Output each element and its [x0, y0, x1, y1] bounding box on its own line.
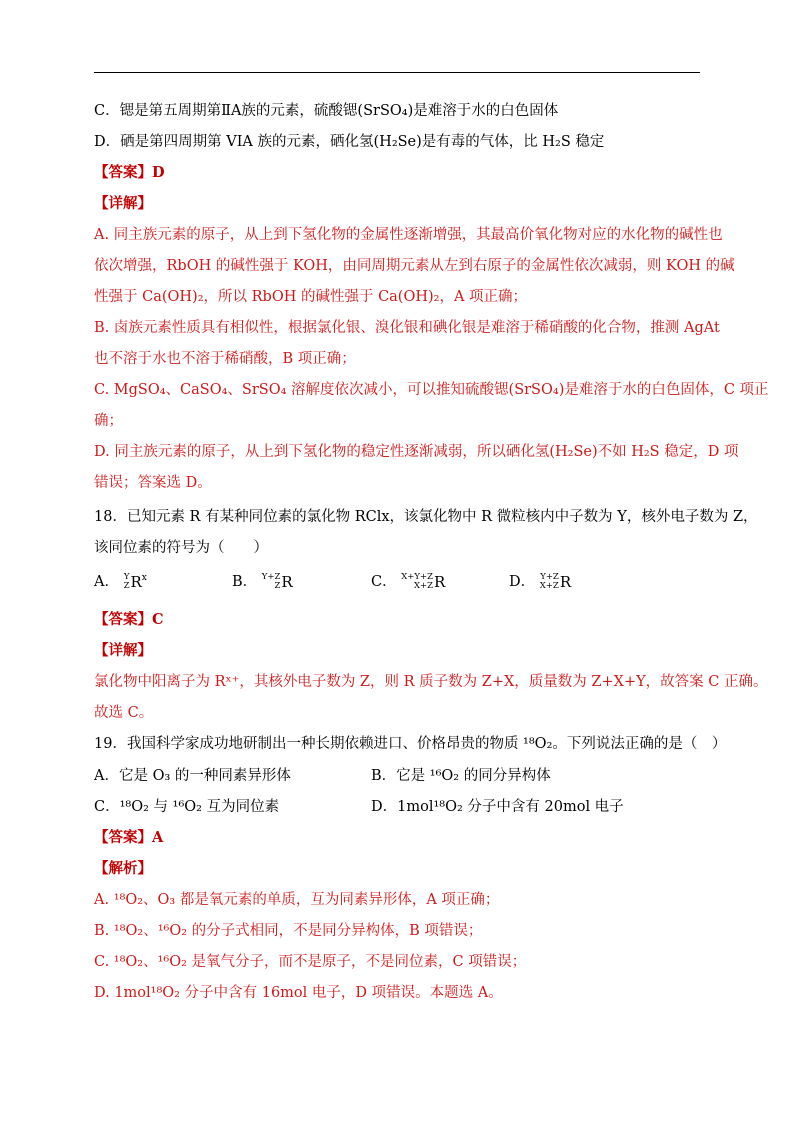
isotope-symbol — [262, 572, 293, 592]
mass-number: Y+Z — [540, 572, 559, 582]
q19-stem: 19．我国科学家成功地研制出一种长期依赖进口、价格昂贵的物质 ¹⁸O₂。下列说法正确的是（ ） — [94, 736, 727, 752]
q19-expl-line: C. ¹⁸O₂、¹⁶O₂ 是氧气分子，而不是原子，不是同位素，C 项错误； — [94, 954, 527, 970]
q17-option-d: D．硒是第四周期第 VIA 族的元素，硒化氢(H₂Se)是有毒的气体，比 H₂S 稳定 — [94, 134, 605, 150]
isotope-symbol — [401, 572, 445, 592]
q18-stem-cont: 该同位素的符号为（ ） — [94, 540, 268, 556]
q17-detail-label: 【详解】 — [94, 195, 152, 212]
q17-expl-line: C. MgSO₄、CaSO₄、SrSO₄ 溶解度依次减小，可以推知硫酸锶(SrSO₄)是难溶于水的白色固体，C 项正 — [94, 382, 769, 398]
atomic-number: X+Z — [413, 581, 434, 591]
q17-expl-line: B. 卤族元素性质具有相似性，根据氯化银、溴化银和碘化银是难溶于稀硝酸的化合物，推测 AgAt — [94, 320, 720, 336]
atomic-number: X+Z — [539, 581, 559, 591]
q18-answer: 【答案】C — [94, 611, 164, 628]
atomic-number: Z — [123, 581, 130, 591]
element-symbol: R — [559, 573, 572, 591]
charge-superscript: x — [141, 573, 147, 584]
element-symbol: R — [434, 573, 446, 591]
q19-option-d: D．1mol¹⁸O₂ 分子中含有 20mol 电子 — [371, 799, 624, 815]
mass-number: Y — [123, 572, 130, 582]
q17-option-c: C．锶是第五周期第ⅡA族的元素，硫酸锶(SrSO₄)是难溶于水的白色固体 — [94, 103, 559, 119]
q17-expl-line: 性强于 Ca(OH)₂，所以 RbOH 的碱性强于 Ca(OH)₂，A 项正确； — [94, 289, 528, 305]
q18-expl-line: 氯化物中阳离子为 Rˣ⁺，其核外电子数为 Z，则 R 质子数为 Z+X，质量数为 Z+X+Y，故答案 C 正确。 — [94, 674, 768, 690]
q19-expl-line: B. ¹⁸O₂、¹⁶O₂ 的分子式相同，不是同分异构体，B 项错误； — [94, 923, 483, 939]
q17-expl-line: 依次增强，RbOH 的碱性强于 KOH，由同周期元素从左到右原子的金属性依次减弱，则 KOH 的碱 — [94, 258, 735, 274]
q18-option-a — [94, 572, 147, 592]
q17-expl-line: 确； — [94, 413, 123, 429]
q17-expl-line: 也不溶于水也不溶于稀硝酸，B 项正确； — [94, 351, 356, 367]
q19-option-b: B．它是 ¹⁶O₂ 的同分异构体 — [371, 768, 551, 784]
isotope-symbol — [124, 572, 147, 592]
isotope-symbol — [540, 572, 571, 592]
option-label: D． — [509, 574, 536, 590]
q19-expl-line: D. 1mol¹⁸O₂ 分子中含有 16mol 电子，D 项错误。本题选 A。 — [94, 985, 503, 1001]
q18-detail-label: 【详解】 — [94, 642, 152, 659]
atomic-number: Z — [274, 581, 281, 591]
mass-number: Y+Z — [261, 572, 281, 582]
q17-expl-line: 错误；答案选 D。 — [94, 475, 212, 491]
option-label: B． — [232, 574, 258, 590]
q18-stem: 18．已知元素 R 有某种同位素的氯化物 RClx，该氯化物中 R 微粒核内中子数为 Y，核外电子数为 Z， — [94, 509, 758, 525]
header-rule — [94, 72, 700, 73]
element-symbol: R — [130, 573, 142, 591]
mass-number: X+Y+Z — [401, 572, 434, 582]
q18-expl-line: 故选 C。 — [94, 705, 154, 721]
q18-option-c — [371, 572, 445, 592]
option-label: C． — [371, 574, 397, 590]
q18-option-d — [509, 572, 571, 592]
q17-expl-line: D. 同主族元素的原子，从上到下氢化物的稳定性逐渐减弱，所以硒化氢(H₂Se)不如 H₂S 稳定，D 项 — [94, 444, 739, 460]
q19-answer: 【答案】A — [94, 829, 164, 846]
q19-option-a: A．它是 O₃ 的一种同素异形体 — [94, 768, 291, 784]
element-symbol: R — [281, 573, 293, 591]
q19-expl-line: A. ¹⁸O₂、O₃ 都是氧元素的单质，互为同素异形体，A 项正确； — [94, 892, 500, 908]
q19-analysis-label: 【解析】 — [94, 860, 152, 877]
q17-answer: 【答案】D — [94, 164, 165, 181]
q19-option-c: C．¹⁸O₂ 与 ¹⁶O₂ 互为同位素 — [94, 799, 280, 815]
q17-expl-line: A. 同主族元素的原子，从上到下氢化物的金属性逐渐增强，其最高价氧化物对应的水化物的碱性也 — [94, 227, 723, 243]
option-label: A． — [94, 574, 119, 590]
q18-option-b — [232, 572, 293, 592]
